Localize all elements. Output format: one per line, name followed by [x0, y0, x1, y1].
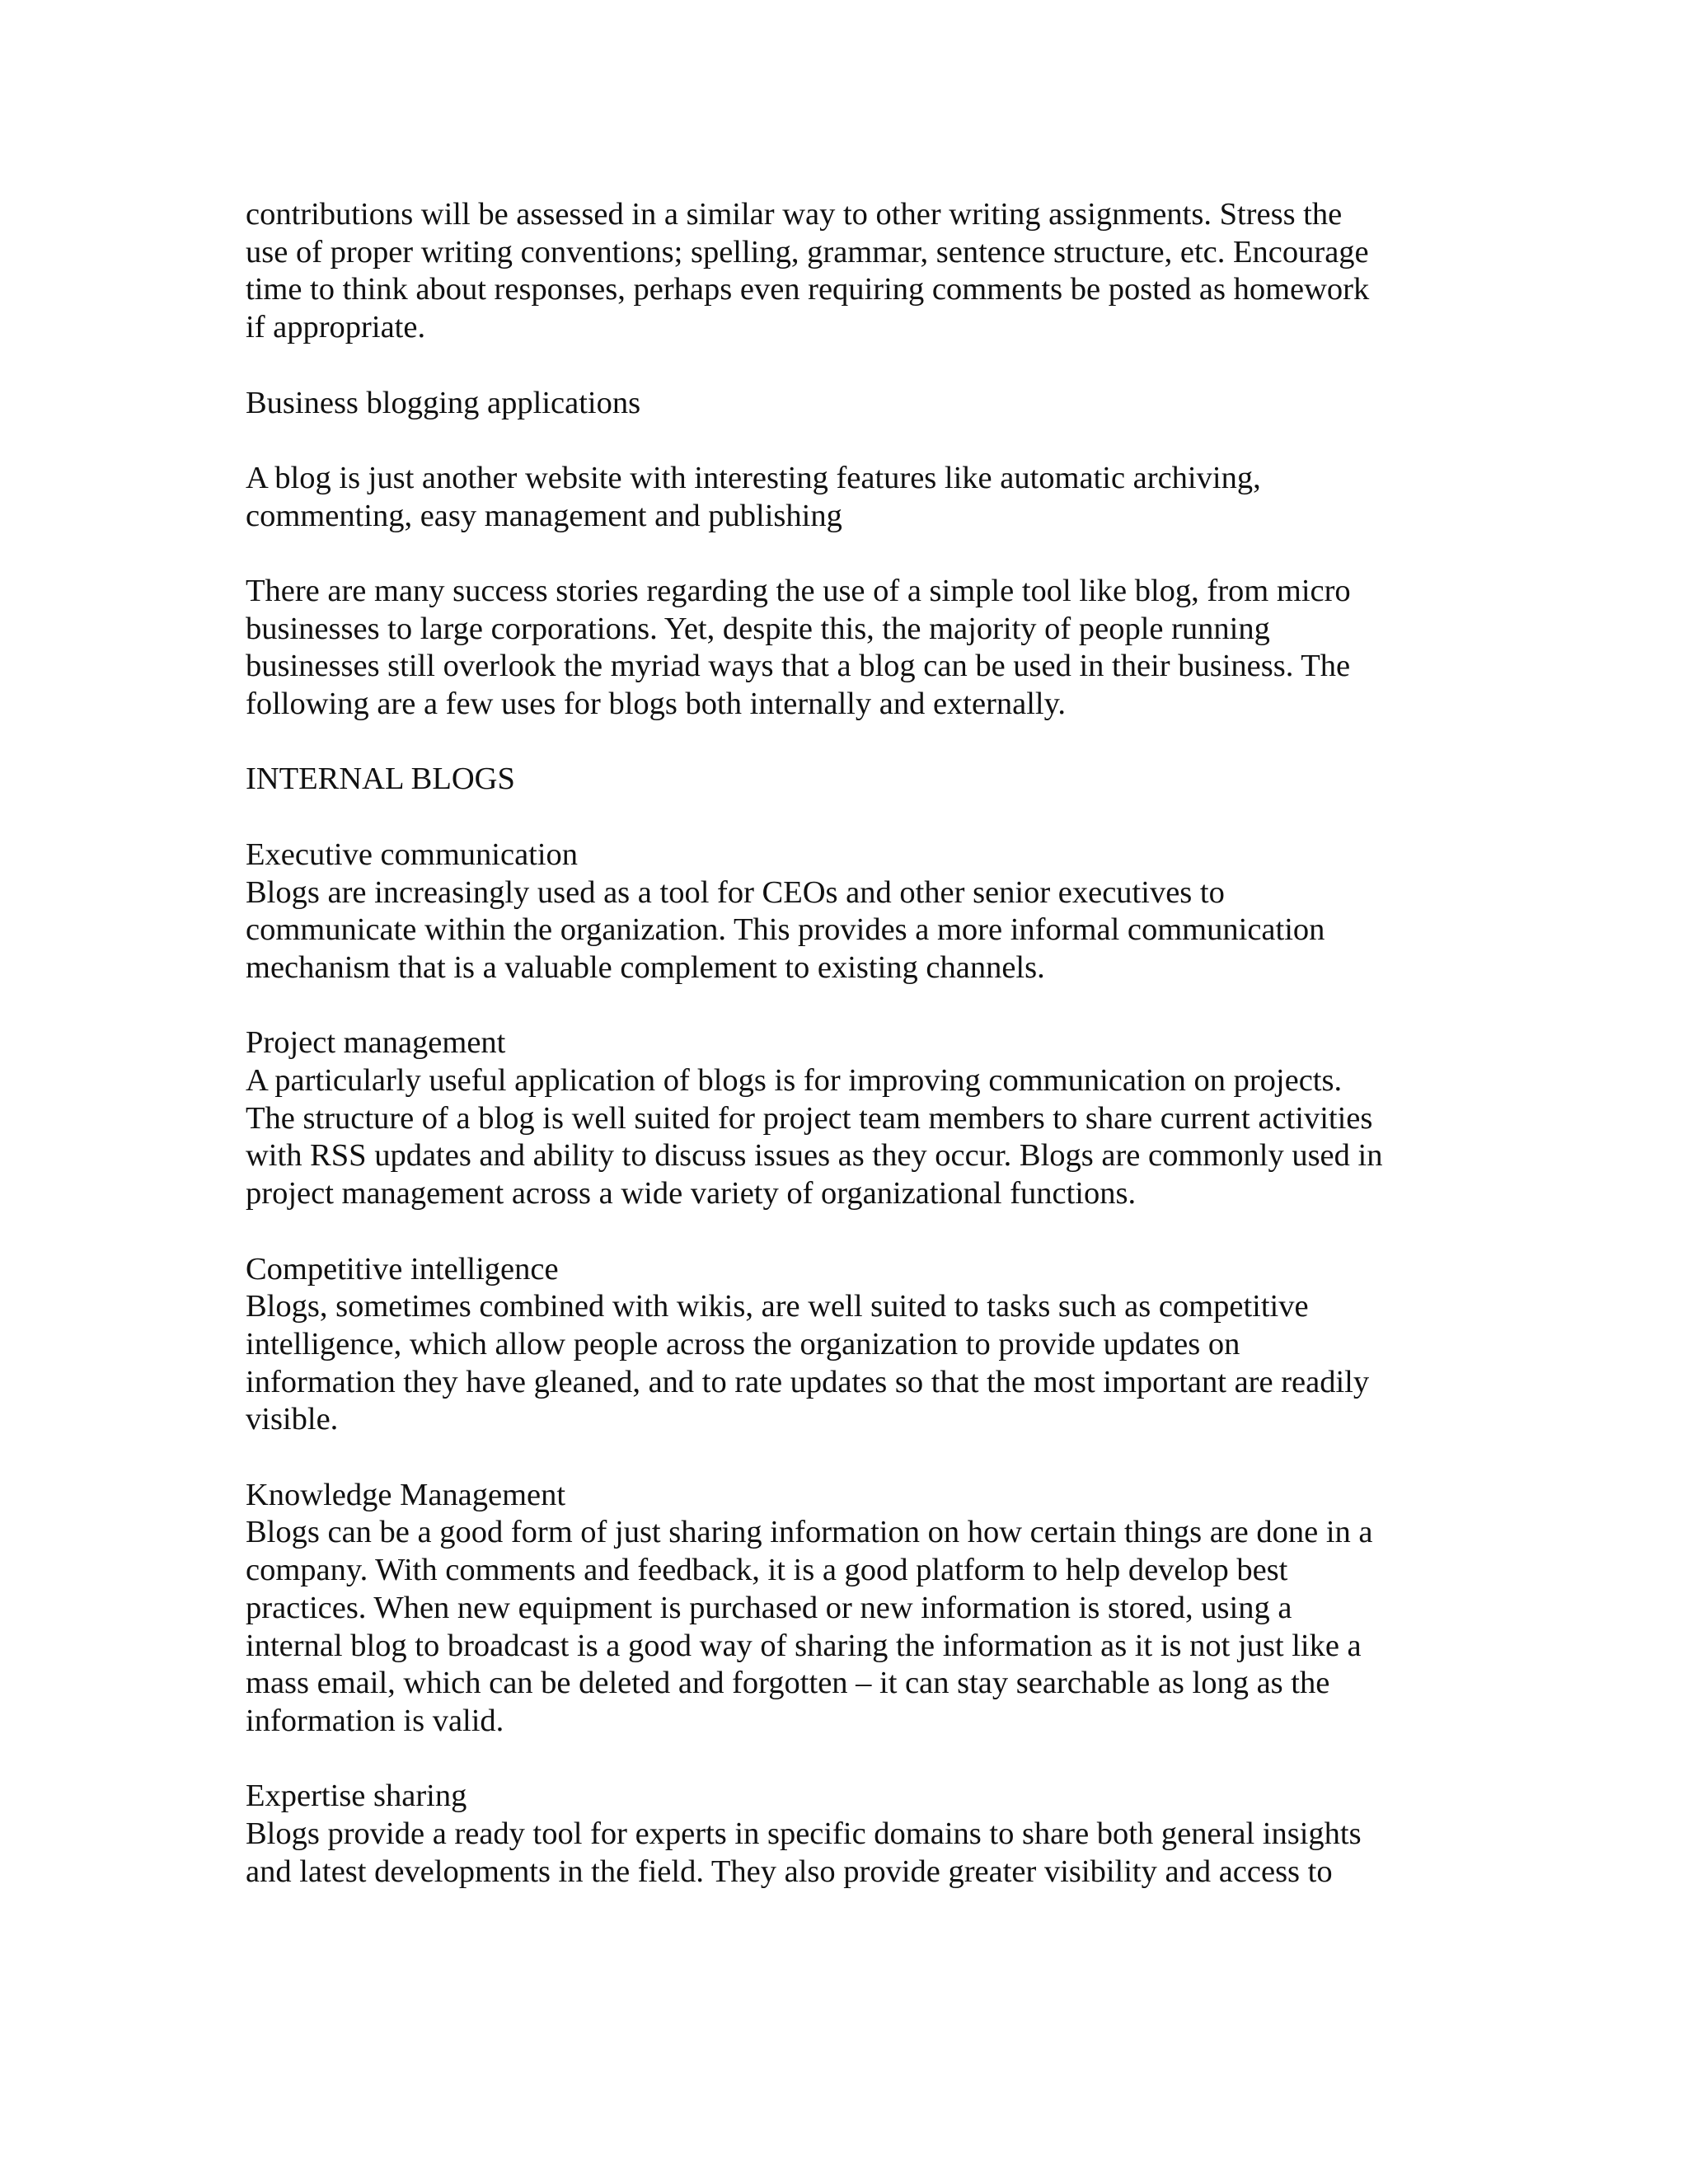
section-knowledge-management [246, 1477, 1449, 1741]
heading-internal-blogs: INTERNAL BLOGS [246, 762, 515, 797]
paragraph-assessment: contributions will be assessed in a similar way to other writing assignments. Stress the use of proper writing conventions; spelling, grammar, sentence structure, etc. Encourage time to think about responses, perhaps even requiring comments be posted as homework if appropriate. [246, 197, 1370, 345]
document-body [246, 196, 1449, 1891]
section-body: Blogs can be a good form of just sharing information on how certain things are done in a company. With comments and feedback, it is a good platform to help develop best practices. When new equipment is purchased or new information is stored, using a internal blog to broadcast is a good way of sharing the information as it is not just like a mass email, which can be deleted and forgotten – it can stay searchable as long as the information is valid. [246, 1515, 1373, 1738]
section-body: Blogs, sometimes combined with wikis, are well suited to tasks such as competitive intelligence, which allow people across the organization to provide updates on information they have gleaned, and to rate updates so that the most important are readily visible. [246, 1289, 1370, 1437]
heading-business-blogging: Business blogging applications [246, 385, 641, 420]
section-executive-communication [246, 837, 1449, 987]
section-project-management [246, 1024, 1449, 1213]
section-body: A particularly useful application of blogs is for improving communication on projects. The structure of a blog is well suited for project team members to share current activities with RSS updates and ability to discuss issues as they occur. Blogs are commonly used in project management across a wide variety of organizational functions. [246, 1063, 1383, 1212]
section-body: Blogs are increasingly used as a tool for CEOs and other senior executives to communicate within the organization. This provides a more informal communication mechanism that is a valuable complement to existing channels. [246, 874, 1325, 985]
section-body: Blogs provide a ready tool for experts in specific domains to share both general insights and latest developments in the field. They also provide greater visibility and access to [246, 1816, 1362, 1889]
paragraph-success-stories: There are many success stories regarding the use of a simple tool like blog, from micro businesses to large corporations. Yet, despite this, the majority of people running businesses still overlook the myriad ways that a blog can be used in their business. The following are a few uses for blogs both internally and externally. [246, 573, 1351, 722]
section-title: Expertise sharing [246, 1779, 467, 1814]
section-competitive-intelligence [246, 1251, 1449, 1440]
section-title: Knowledge Management [246, 1477, 566, 1512]
section-title: Project management [246, 1025, 506, 1061]
section-expertise-sharing [246, 1778, 1449, 1891]
paragraph-blog-definition: A blog is just another website with interesting features like automatic archiving, commenting, easy management and publishing [246, 460, 1261, 533]
section-title: Competitive intelligence [246, 1251, 559, 1286]
section-title: Executive communication [246, 837, 579, 872]
